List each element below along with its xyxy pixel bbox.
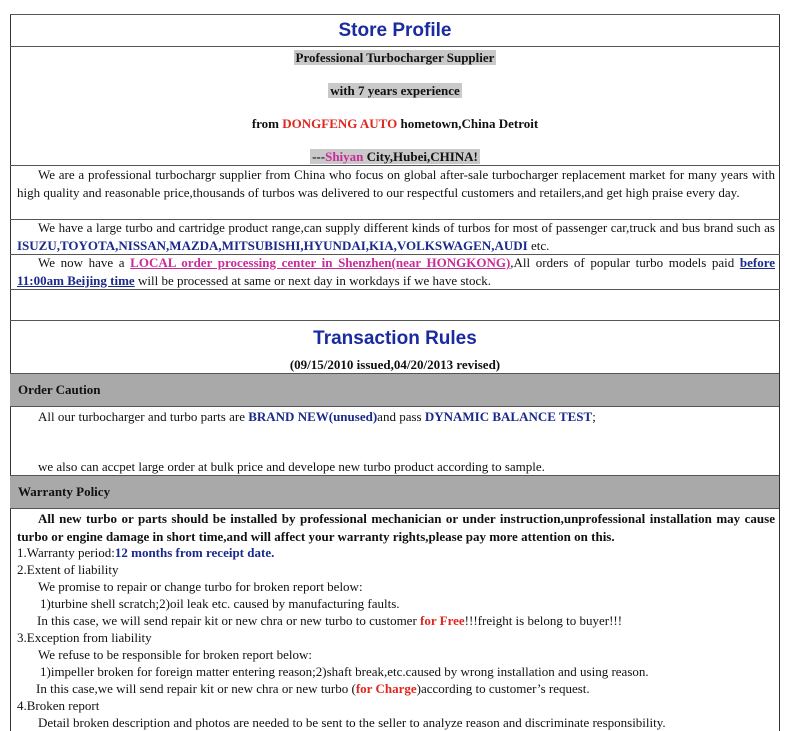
warranty-policy-header: Warranty Policy xyxy=(10,475,779,509)
warranty-intro: All new turbo or parts should be installed by professional mechanician or under instruction,unprofessional installation may cause turbo or engine damage in short time,and will affect your warranty rights,please pay more attention on this. xyxy=(17,511,775,544)
divider xyxy=(10,46,780,47)
store-profile-title: Store Profile xyxy=(338,20,452,41)
order-caution-line-1: All our turbocharger and turbo parts are BRAND NEW(unused)and pass DYNAMIC BALANCE TEST; xyxy=(38,409,596,424)
warranty-item-2a: We promise to repair or change turbo for broken report below: xyxy=(38,579,363,594)
tagline-4: ---Shiyan City,Hubei,CHINA! xyxy=(312,149,478,164)
transaction-rules-title: Transaction Rules xyxy=(313,328,477,349)
warranty-item-2c: In this case, we will send repair kit or new chra or new turbo to customer for Free!!!freight is belong to buyer!!! xyxy=(37,613,623,628)
tagline-3: from DONGFENG AUTO hometown,China Detroit xyxy=(251,116,539,131)
tagline-2: with 7 years experience xyxy=(330,83,460,98)
profile-paragraph-3: We now have a LOCAL order processing center in Shenzhen(near HONGKONG),All orders of popular turbo models paid before 11:00am Beijing time will be processed at same or next day in workdays if we have stock. xyxy=(17,255,776,288)
divider xyxy=(10,14,780,15)
transaction-rules-subtitle: (09/15/2010 issued,04/20/2013 revised) xyxy=(289,357,501,372)
warranty-item-4: 4.Broken report xyxy=(17,698,100,713)
warranty-item-3b: 1)impeller broken for foreign matter entering reason;2)shaft break,etc.caused by wrong installation and using reason. xyxy=(40,664,649,679)
warranty-item-2b: 1)turbine shell scratch;2)oil leak etc. caused by manufacturing faults. xyxy=(40,596,400,611)
warranty-item-1: 1.Warranty period:12 months from receipt date. xyxy=(17,545,275,560)
profile-paragraph-1: We are a professional turbochargr supplier from China who focus on global after-sale turbocharger replacement market for many years with high quality and reasonable price,thousands of turbos was delivered to our respectful customers and retailers,and get high praise every day. xyxy=(17,167,775,200)
divider xyxy=(10,320,780,321)
order-caution-header: Order Caution xyxy=(10,373,779,407)
profile-paragraph-2: We have a large turbo and cartridge product range,can supply different kinds of turbos for most of passenger car,truck and bus brand such as ISUZU,TOYOTA,NISSAN,MAZDA,MITSUBISHI,HYUNDAI,KIA,VOLKSWAGEN,AUDI etc. xyxy=(17,220,775,253)
warranty-item-4a: Detail broken description and photos are needed to be sent to the seller to analyze reason and discriminate responsibility. xyxy=(38,715,666,730)
divider xyxy=(10,289,780,290)
tagline-1: Professional Turbocharger Supplier xyxy=(295,50,495,65)
warranty-item-3c: In this case,we will send repair kit or new chra or new turbo (for Charge)according to customer’s request. xyxy=(36,681,590,696)
warranty-item-3a: We refuse to be responsible for broken report below: xyxy=(38,647,313,662)
warranty-item-3: 3.Exception from liability xyxy=(17,630,152,645)
order-caution-line-2: we also can accpet large order at bulk price and develope new turbo product according to sample. xyxy=(38,459,545,474)
warranty-item-2: 2.Extent of liability xyxy=(17,562,119,577)
